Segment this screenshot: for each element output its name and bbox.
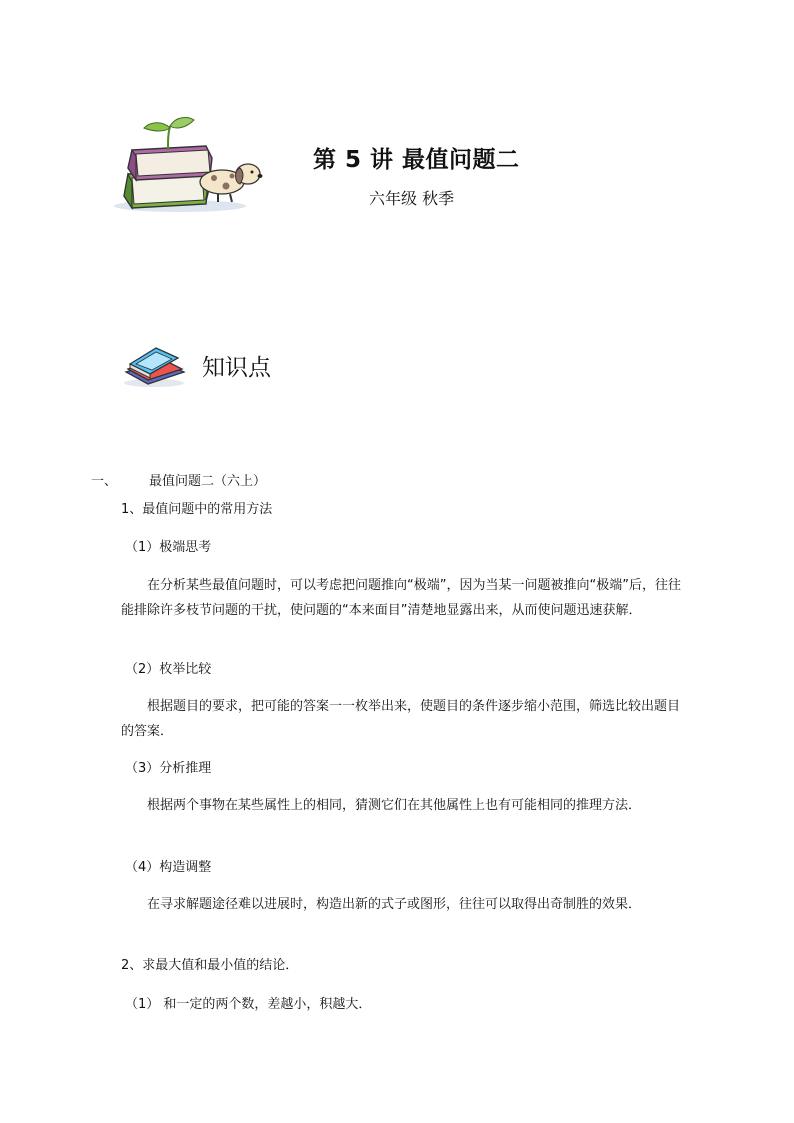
conclusion-1: （1） 和一定的两个数，差越小，积越大．	[125, 997, 372, 1012]
method-label-1: （1）极端思考	[125, 540, 212, 555]
outline-heading: 最值问题二（六上）	[149, 474, 267, 489]
method-text-3: 根据两个事物在某些属性上的相同，猜测它们在其他属性上也有可能相同的推理方法．	[147, 798, 642, 813]
books-puppy-illustration	[110, 112, 268, 214]
method-label-3: （3）分析推理	[125, 761, 212, 776]
method-text-2: 根据题目的要求，把可能的答案一一枚举出来，使题目的条件逐步缩小范围，筛选比较出题目的答案．	[121, 699, 681, 739]
books-puppy-icon	[110, 112, 268, 214]
method-text-4: 在寻求解题途径难以进展时，构造出新的式子或图形，往往可以取得出奇制胜的效果．	[147, 897, 642, 912]
method-text-1: 在分析某些最值问题时，可以考虑把问题推向“极端”，因为当某一问题被推向“极端”后，往往能排除许多枝节问题的干扰，使问题的“本来面目”清楚地显露出来，从而使问题迅速获解．	[121, 578, 681, 618]
method-label-2: （2）枚举比较	[125, 662, 212, 677]
notebooks-icon	[122, 342, 188, 388]
notebooks-illustration	[122, 342, 188, 388]
outline-number: 一、	[91, 474, 118, 489]
part2-heading: 2、求最大值和最小值的结论．	[121, 958, 299, 973]
method-label-4: （4）构造调整	[125, 860, 212, 875]
page-subtitle: 六年级 秋季	[369, 189, 455, 208]
page-title: 第 5 讲 最值问题二	[313, 147, 520, 173]
section-title: 知识点	[202, 355, 271, 381]
part1-heading: 1、最值问题中的常用方法	[121, 502, 273, 517]
